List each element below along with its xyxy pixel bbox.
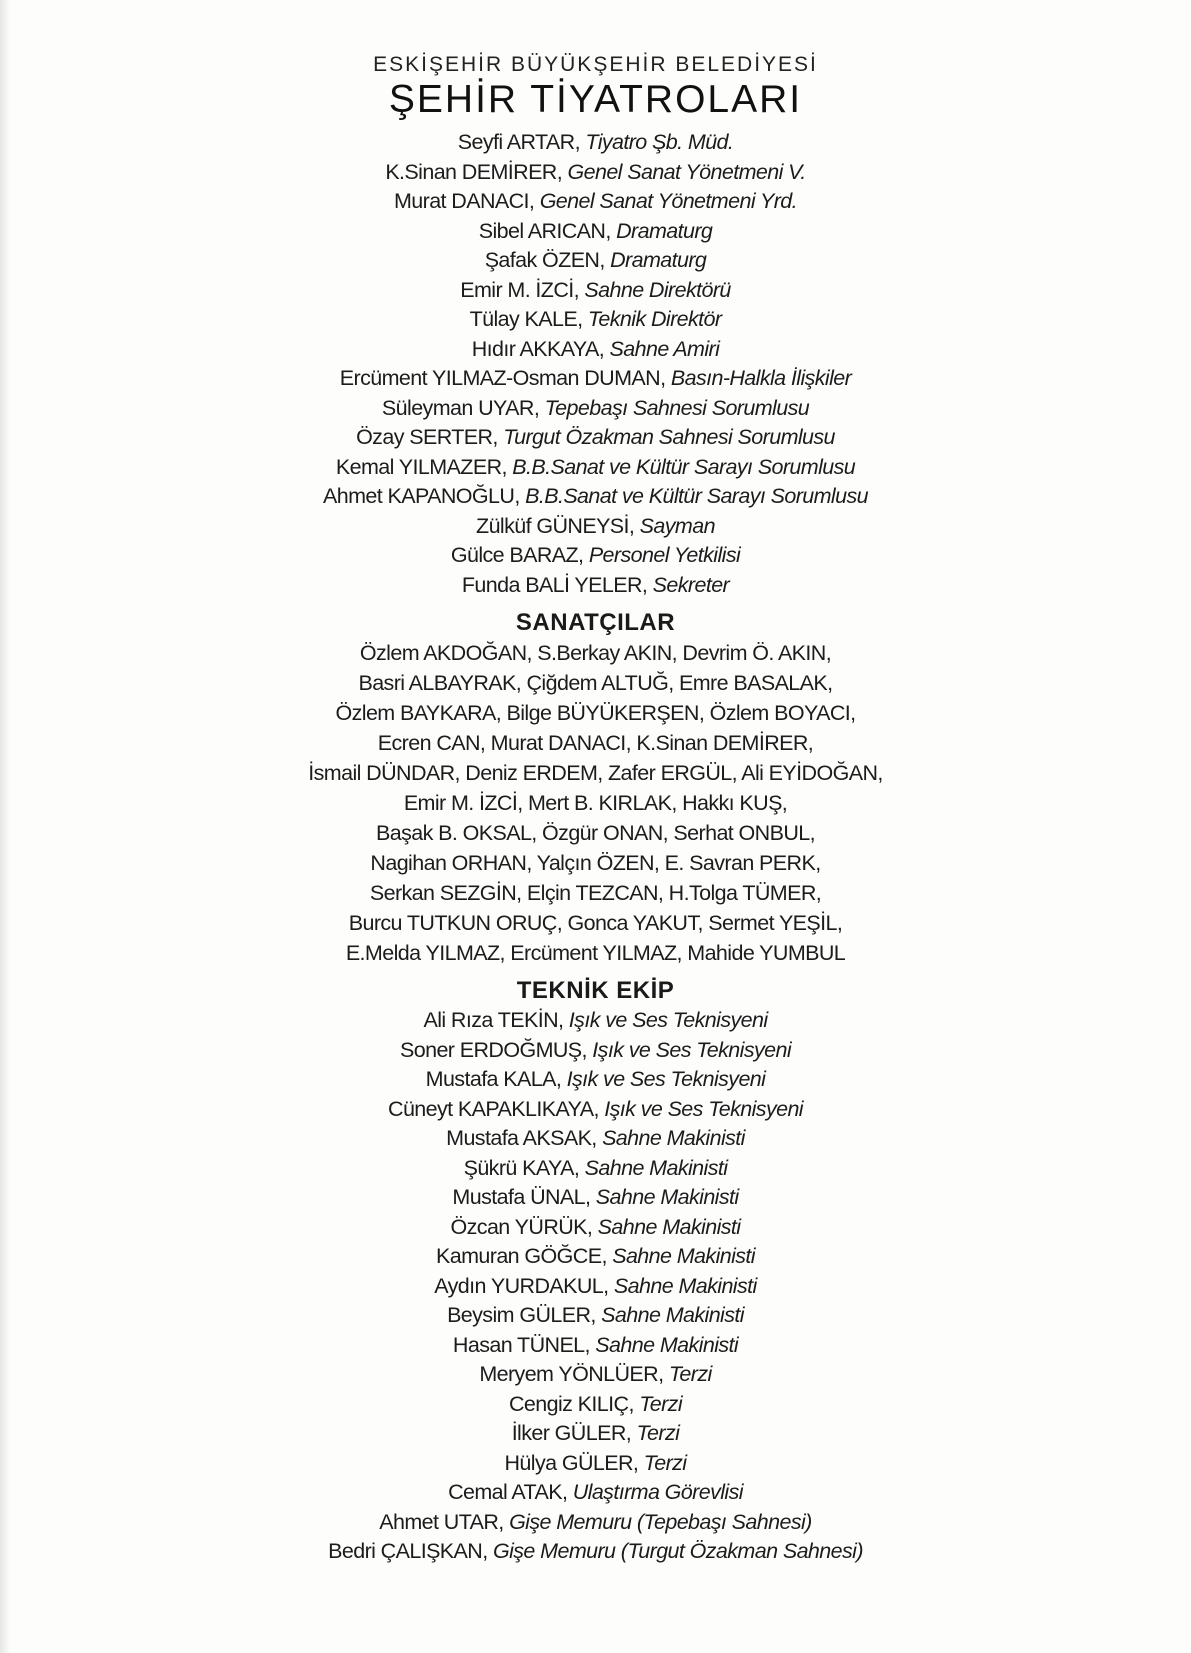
person-name: Mustafa KALA, xyxy=(425,1067,567,1091)
staff-row xyxy=(0,423,1191,453)
person-name: Meryem YÖNLÜER, xyxy=(479,1362,669,1386)
person-name: Zülküf GÜNEYSİ, xyxy=(476,513,640,538)
person-role: Tiyatro Şb. Müd. xyxy=(585,130,734,154)
artist-line: Emir M. İZCİ, Mert B. KIRLAK, Hakkı KUŞ, xyxy=(403,791,788,815)
staff-row xyxy=(0,217,1191,247)
person-name: Cüneyt KAPAKLIKAYA, xyxy=(388,1096,605,1121)
artist-line: Basri ALBAYRAK, Çiğdem ALTUĞ, Emre BASALAK, xyxy=(358,671,833,695)
technical-section-title: TEKNİK EKİP xyxy=(516,977,675,1004)
person-role: Turgut Özakman Sahnesi Sorumlusu xyxy=(503,425,835,449)
person-name: Seyfi ARTAR, xyxy=(457,130,586,154)
person-role: Terzi xyxy=(639,1391,683,1416)
person-name: Cemal ATAK, xyxy=(448,1480,573,1504)
staff-row xyxy=(0,246,1191,276)
person-role: Sayman xyxy=(639,513,715,538)
person-role: Sahne Makinisti xyxy=(595,1185,739,1209)
artist-line: Özlem BAYKARA, Bilge BÜYÜKERŞEN, Özlem BOYACI, xyxy=(335,701,856,725)
person-role: Terzi xyxy=(643,1450,687,1475)
staff-row xyxy=(0,482,1191,512)
person-name: Sibel ARICAN, xyxy=(478,218,617,243)
artists-list xyxy=(0,638,1191,968)
staff-row xyxy=(0,276,1191,306)
technical-row xyxy=(0,1390,1191,1420)
artist-line: E.Melda YILMAZ, Ercüment YILMAZ, Mahide YUMBUL xyxy=(345,941,846,965)
staff-row xyxy=(0,158,1191,188)
person-name: Gülce BARAZ, xyxy=(450,543,589,567)
technical-row xyxy=(0,1242,1191,1272)
staff-row xyxy=(0,541,1191,571)
person-name: Özcan YÜRÜK, xyxy=(450,1214,598,1239)
artist-line: Özlem AKDOĞAN, S.Berkay AKIN, Devrim Ö. AKIN, xyxy=(359,641,832,665)
person-role: Sahne Makinisti xyxy=(597,1214,741,1239)
person-role: Işık ve Ses Teknisyeni xyxy=(566,1067,766,1091)
person-role: Sahne Makinisti xyxy=(602,1126,745,1150)
person-role: Terzi xyxy=(636,1421,680,1445)
person-role: Sahne Makinisti xyxy=(601,1303,744,1327)
department-title: ŞEHİR TİYATROLARI xyxy=(388,78,803,121)
person-role: Teknik Direktör xyxy=(587,307,722,331)
artist-line: Burcu TUTKUN ORUÇ, Gonca YAKUT, Sermet YEŞİL, xyxy=(348,911,843,935)
staff-row xyxy=(0,305,1191,335)
person-role: Genel Sanat Yönetmeni Yrd. xyxy=(539,189,798,213)
person-name: Emir M. İZCİ, xyxy=(460,277,585,302)
person-role: Sahne Makinisti xyxy=(595,1332,739,1357)
staff-row xyxy=(0,335,1191,365)
person-role: Sahne Makinisti xyxy=(612,1244,755,1268)
person-role: B.B.Sanat ve Kültür Sarayı Sorumlusu xyxy=(525,484,868,508)
person-name: Murat DANACI, xyxy=(393,189,540,213)
person-role: Dramaturg xyxy=(616,218,713,243)
person-role: Işık ve Ses Teknisyeni xyxy=(592,1037,792,1062)
technical-row xyxy=(0,1331,1191,1361)
staff-row xyxy=(0,453,1191,483)
person-name: Funda BALİ YELER, xyxy=(461,572,653,597)
person-name: Ercüment YILMAZ-Osman DUMAN, xyxy=(339,366,671,390)
person-name: Soner ERDOĞMUŞ, xyxy=(399,1037,593,1062)
person-name: İlker GÜLER, xyxy=(511,1421,637,1445)
staff-row xyxy=(0,571,1191,601)
person-name: Hasan TÜNEL, xyxy=(452,1332,596,1357)
technical-row xyxy=(0,1419,1191,1449)
person-role: Sekreter xyxy=(652,572,730,597)
technical-row xyxy=(0,1036,1191,1066)
credits-page xyxy=(0,52,1191,1567)
person-name: Bedri ÇALIŞKAN, xyxy=(328,1539,493,1563)
staff-row xyxy=(0,512,1191,542)
technical-row xyxy=(0,1537,1191,1567)
person-name: Kemal YILMAZER, xyxy=(335,454,513,479)
technical-row xyxy=(0,1449,1191,1479)
person-role: Sahne Direktörü xyxy=(584,277,731,302)
person-name: Hülya GÜLER, xyxy=(504,1450,644,1475)
person-role: Sahne Makinisti xyxy=(613,1273,757,1298)
person-role: Gişe Memuru (Tepebaşı Sahnesi) xyxy=(509,1509,812,1534)
person-role: B.B.Sanat ve Kültür Sarayı Sorumlusu xyxy=(512,454,856,479)
person-role: Genel Sanat Yönetmeni V. xyxy=(567,159,806,184)
staff-row xyxy=(0,128,1191,158)
staff-row xyxy=(0,394,1191,424)
person-name: Şafak ÖZEN, xyxy=(484,248,611,272)
person-name: Özay SERTER, xyxy=(356,425,504,449)
person-name: Ahmet KAPANOĞLU, xyxy=(323,484,526,508)
person-name: Ahmet UTAR, xyxy=(379,1509,510,1534)
person-name: Mustafa ÜNAL, xyxy=(452,1185,596,1209)
technical-row xyxy=(0,1095,1191,1125)
person-role: Basın-Halkla İlişkiler xyxy=(670,366,852,390)
technical-row xyxy=(0,1508,1191,1538)
technical-row xyxy=(0,1124,1191,1154)
technical-row xyxy=(0,1360,1191,1390)
artist-line: İsmail DÜNDAR, Deniz ERDEM, Zafer ERGÜL, Ali EYİDOĞAN, xyxy=(308,761,883,785)
technical-row xyxy=(0,1006,1191,1036)
person-role: Gişe Memuru (Turgut Özakman Sahnesi) xyxy=(492,1539,863,1563)
technical-row xyxy=(0,1301,1191,1331)
person-role: Tepebaşı Sahnesi Sorumlusu xyxy=(544,395,810,420)
person-role: Işık ve Ses Teknisyeni xyxy=(604,1096,803,1121)
technical-row xyxy=(0,1478,1191,1508)
person-role: Dramaturg xyxy=(610,248,707,272)
artist-line: Nagihan ORHAN, Yalçın ÖZEN, E. Savran PERK, xyxy=(370,851,821,875)
person-role: Sahne Makinisti xyxy=(584,1155,728,1180)
person-role: Terzi xyxy=(668,1362,712,1386)
person-name: Kamuran GÖĞCE, xyxy=(436,1244,613,1268)
person-name: K.Sinan DEMİRER, xyxy=(385,159,568,184)
technical-row xyxy=(0,1065,1191,1095)
person-name: Şükrü KAYA, xyxy=(463,1155,585,1180)
artists-section-title: SANATÇILAR xyxy=(515,609,676,636)
person-name: Cengiz KILIÇ, xyxy=(508,1391,640,1416)
person-name: Beysim GÜLER, xyxy=(447,1303,602,1327)
person-name: Ali Rıza TEKİN, xyxy=(423,1008,569,1032)
institution-name: ESKİŞEHİR BÜYÜKŞEHİR BELEDİYESİ xyxy=(373,53,818,76)
artist-line: Serkan SEZGİN, Elçin TEZCAN, H.Tolga TÜMER, xyxy=(369,881,822,905)
technical-row xyxy=(0,1183,1191,1213)
staff-list xyxy=(0,128,1191,600)
technical-row xyxy=(0,1272,1191,1302)
artist-line: Ecren CAN, Murat DANACI, K.Sinan DEMİRER, xyxy=(377,731,814,755)
technical-row xyxy=(0,1213,1191,1243)
artist-line: Başak B. OKSAL, Özgür ONAN, Serhat ONBUL, xyxy=(375,821,815,845)
person-name: Mustafa AKSAK, xyxy=(446,1126,603,1150)
staff-row xyxy=(0,187,1191,217)
staff-row xyxy=(0,364,1191,394)
person-name: Süleyman UYAR, xyxy=(381,395,545,420)
person-role: Personel Yetkilisi xyxy=(588,543,741,567)
person-role: Sahne Amiri xyxy=(609,336,720,361)
technical-row xyxy=(0,1154,1191,1184)
person-role: Işık ve Ses Teknisyeni xyxy=(568,1008,768,1032)
person-role: Ulaştırma Görevlisi xyxy=(572,1480,743,1504)
technical-team-list xyxy=(0,1006,1191,1567)
person-name: Tülay KALE, xyxy=(469,307,588,331)
person-name: Hıdır AKKAYA, xyxy=(471,336,610,361)
person-name: Aydın YURDAKUL, xyxy=(434,1273,614,1298)
